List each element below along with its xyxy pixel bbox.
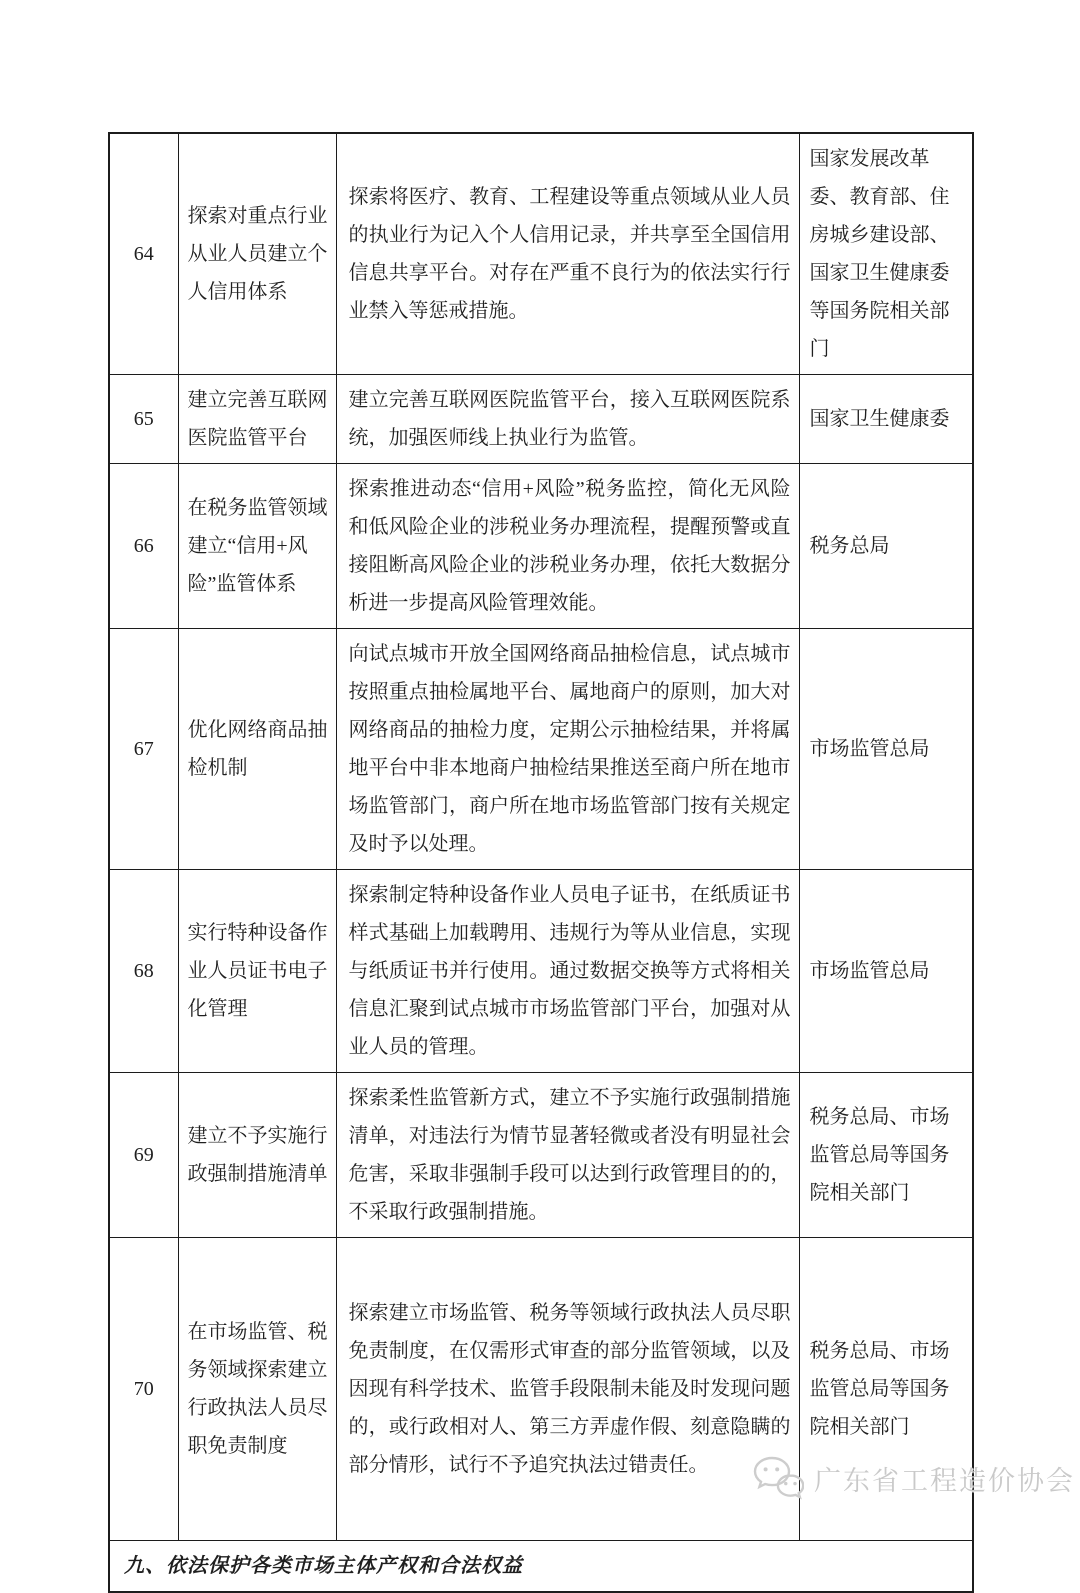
table-row xyxy=(109,375,973,464)
row-number: 64 xyxy=(109,133,178,375)
wechat-icon xyxy=(752,1455,804,1501)
measure-title: 优化网络商品抽检机制 xyxy=(178,629,336,870)
policy-measures-table xyxy=(108,132,974,1593)
measure-description: 探索将医疗、教育、工程建设等重点领域从业人员的执业行为记入个人信用记录，并共享至全国信用信息共享平台。对存在严重不良行为的依法实行行业禁入等惩戒措施。 xyxy=(336,133,799,375)
row-number: 66 xyxy=(109,464,178,629)
responsible-departments: 税务总局 xyxy=(799,464,973,629)
table-row xyxy=(109,464,973,629)
measure-title: 建立不予实施行政强制措施清单 xyxy=(178,1073,336,1238)
measure-description: 探索推进动态“信用+风险”税务监控，简化无风险和低风险企业的涉税业务办理流程，提醒预警或直接阻断高风险企业的涉税业务办理，依托大数据分析进一步提高风险管理效能。 xyxy=(336,464,799,629)
measure-description: 探索柔性监管新方式，建立不予实施行政强制措施清单，对违法行为情节显著轻微或者没有明显社会危害，采取非强制手段可以达到行政管理目的的，不采取行政强制措施。 xyxy=(336,1073,799,1238)
table-row xyxy=(109,1073,973,1238)
responsible-departments: 市场监管总局 xyxy=(799,629,973,870)
measure-description: 探索制定特种设备作业人员电子证书，在纸质证书样式基础上加载聘用、违规行为等从业信息，实现与纸质证书并行使用。通过数据交换等方式将相关信息汇聚到试点城市市场监管部门平台，加强对从业人员的管理。 xyxy=(336,870,799,1073)
responsible-departments: 国家卫生健康委 xyxy=(799,375,973,464)
measure-title: 实行特种设备作业人员证书电子化管理 xyxy=(178,870,336,1073)
watermark xyxy=(752,1455,1075,1501)
row-number: 68 xyxy=(109,870,178,1073)
responsible-departments: 国家发展改革委、教育部、住房城乡建设部、国家卫生健康委等国务院相关部门 xyxy=(799,133,973,375)
measure-description: 探索建立市场监管、税务等领域行政执法人员尽职免责制度，在仅需形式审查的部分监管领域，以及因现有科学技术、监管手段限制未能及时发现问题的，或行政相对人、第三方弄虚作假、刻意隐瞒的部分情形，试行不予追究执法过错责任。 xyxy=(336,1238,799,1541)
row-number: 70 xyxy=(109,1238,178,1541)
measure-description: 建立完善互联网医院监管平台，接入互联网医院系统，加强医师线上执业行为监管。 xyxy=(336,375,799,464)
row-number: 69 xyxy=(109,1073,178,1238)
responsible-departments: 市场监管总局 xyxy=(799,870,973,1073)
table-row xyxy=(109,133,973,375)
table-row xyxy=(109,629,973,870)
measure-title: 建立完善互联网医院监管平台 xyxy=(178,375,336,464)
row-number: 65 xyxy=(109,375,178,464)
measure-title: 在税务监管领域建立“信用+风险”监管体系 xyxy=(178,464,336,629)
responsible-departments: 税务总局、市场监管总局等国务院相关部门 xyxy=(799,1073,973,1238)
measure-title: 在市场监管、税务领域探索建立行政执法人员尽职免责制度 xyxy=(178,1238,336,1541)
measure-title: 探索对重点行业从业人员建立个人信用体系 xyxy=(178,133,336,375)
watermark-text: 广东省工程造价协会 xyxy=(814,1465,1075,1496)
table-row xyxy=(109,870,973,1073)
row-number: 67 xyxy=(109,629,178,870)
responsible-departments: 税务总局、市场监管总局等国务院相关部门 xyxy=(799,1238,973,1541)
section-header-row xyxy=(109,1541,973,1593)
section-header: 九、依法保护各类市场主体产权和合法权益 xyxy=(109,1541,973,1593)
measure-description: 向试点城市开放全国网络商品抽检信息，试点城市按照重点抽检属地平台、属地商户的原则，加大对网络商品的抽检力度，定期公示抽检结果，并将属地平台中非本地商户抽检结果推送至商户所在地市场监管部门，商户所在地市场监管部门按有关规定及时予以处理。 xyxy=(336,629,799,870)
